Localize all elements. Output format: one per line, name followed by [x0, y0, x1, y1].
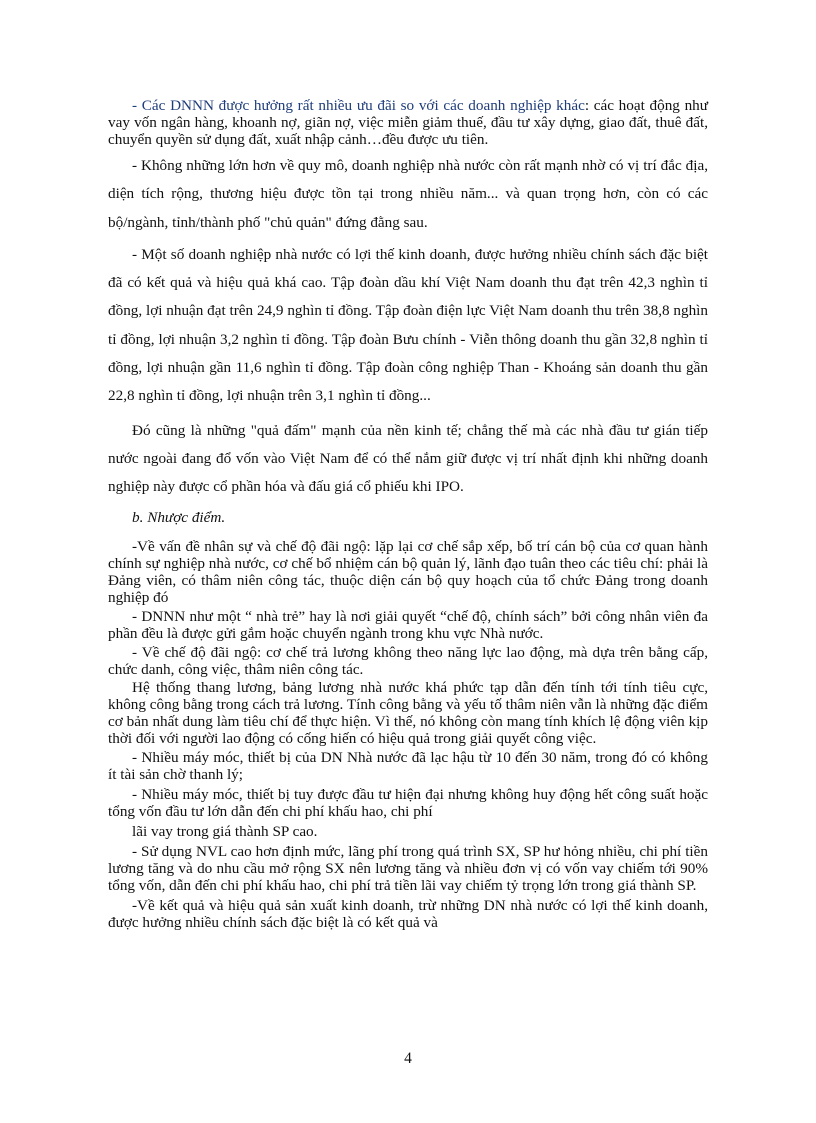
paragraph-business-results: - Một số doanh nghiệp nhà nước có lợi thế kinh doanh, được hưởng nhiều chính sách đặc biệt đã có kết quả và hiệu quả khá cao. Tập đoàn dầu khí Việt Nam doanh thu đạt trên 42,3 nghìn tỉ đồng, lợi nhuận đạt trên 24,9 nghìn tỉ đồng. Tập đoàn điện lực Việt Nam doanh thu trên 38,8 nghìn tỉ đồng, lợi nhuận 3,2 nghìn tỉ đồng. Tập đoàn Bưu chính - Viễn thông doanh thu gần 32,8 nghìn tỉ đồng, lợi nhuận gần 11,6 nghìn tỉ đồng. Tập đoàn công nghiệp Than - Khoáng sản doanh thu gần 22,8 nghìn tỉ đồng, lợi nhuận trên 3,1 nghìn tỉ đồng...: [108, 245, 708, 405]
document-body: [108, 97, 708, 931]
paragraph-kindergarten: - DNNN như một “ nhà trẻ” hay là nơi giải quyết “chế độ, chính sách” bởi công nhân viên đa phần đều là được gửi gắm hoặc chuyển ngành trong khu vực Nhà nước.: [108, 607, 708, 642]
paragraph-underused-equipment: - Nhiều máy móc, thiết bị tuy được đầu tư hiện đại nhưng không huy động hết công suất hoặc tổng vốn đầu tư lớn dẫn đến chi phí khấu hao, chi phí: [108, 785, 708, 820]
paragraph-personnel: -Về vấn đề nhân sự và chế độ đãi ngộ: lặp lại cơ chế sắp xếp, bố trí cán bộ của cơ quan hành chính sự nghiệp nhà nước, cơ chế bổ nhiệm cán bộ quản lý, lãnh đạo tuân theo các tiêu chí: phải là Đảng viên, có thâm niên công tác, thuộc diện cán bộ quy hoạch của tổ chức Đảng trong doanh nghiệp đó: [108, 537, 708, 606]
page-number: 4: [404, 1050, 412, 1067]
paragraph-dnnn-incentives: [108, 97, 708, 148]
paragraph-interest-cost: lãi vay trong giá thành SP cao.: [132, 822, 318, 840]
section-heading-disadvantages: b. Nhược điểm.: [132, 508, 226, 526]
paragraph-salary-system: Hệ thống thang lương, bảng lương nhà nước khá phức tạp dẫn đến tính tới tính tiêu cực, không công bằng trong cách trả lương. Tính công bằng và yếu tố thâm niên vẫn là những đặc điểm cơ bản nhất dung làm tiêu chí để thực hiện. Vì thế, nó không còn mang tính khích lệ động viên kịp thời đối với người lao động có cống hiến có hiệu quả trong giải quyết công việc.: [108, 678, 708, 747]
paragraph-scale-advantage: - Không những lớn hơn về quy mô, doanh nghiệp nhà nước còn rất mạnh nhờ có vị trí đắc địa, diện tích rộng, thương hiệu được tồn tại trong nhiều năm... và quan trọng hơn, còn có các bộ/ngành, tỉnh/thành phố "chủ quản" đứng đằng sau.: [108, 157, 708, 231]
paragraph-text: : các hoạt động như vay vốn ngân hàng, khoanh nợ, giãn nợ, việc miễn giảm thuế, đầu tư xây dựng, giao đất, thuê đất, chuyển quyền sử dụng đất, xuất nhập cảnh…đều được ưu tiên.: [108, 97, 708, 148]
paragraph-business-efficiency: -Về kết quả và hiệu quả sản xuất kinh doanh, trừ những DN nhà nước có lợi thế kinh doanh, được hưởng nhiều chính sách đặc biệt là có kết quả và: [108, 896, 708, 931]
paragraph-salary-policy: - Về chế độ đãi ngộ: cơ chế trả lương không theo năng lực lao động, mà dựa trên bằng cấp, chức danh, công việc, thâm niên công tác.: [108, 643, 708, 678]
highlighted-phrase: - Các DNNN được hưởng rất nhiều ưu đãi so với các doanh nghiệp khác: [132, 97, 585, 114]
paragraph-outdated-equipment: - Nhiều máy móc, thiết bị của DN Nhà nước đã lạc hậu từ 10 đến 30 năm, trong đó có không ít tài sản chờ thanh lý;: [108, 748, 708, 783]
paragraph-material-usage: - Sử dụng NVL cao hơn định mức, lãng phí trong quá trình SX, SP hư hỏng nhiều, chi phí tiền lương tăng và do nhu cầu mở rộng SX nên lương tăng và nhiều đơn vị có vốn vay chiếm tới 90% tổng vốn, dẫn đến chi phí khấu hao, chi phí trả tiền lãi vay chiếm tỷ trọng lớn trong giá thành SP.: [108, 842, 708, 894]
paragraph-economic-strength: Đó cũng là những "quả đấm" mạnh của nền kinh tế; chẳng thế mà các nhà đầu tư gián tiếp nước ngoài đang đổ vốn vào Việt Nam để có thể nắm giữ được vị trí nhất định khi những doanh nghiệp này được cổ phần hóa và đấu giá cổ phiếu khi IPO.: [108, 421, 708, 496]
